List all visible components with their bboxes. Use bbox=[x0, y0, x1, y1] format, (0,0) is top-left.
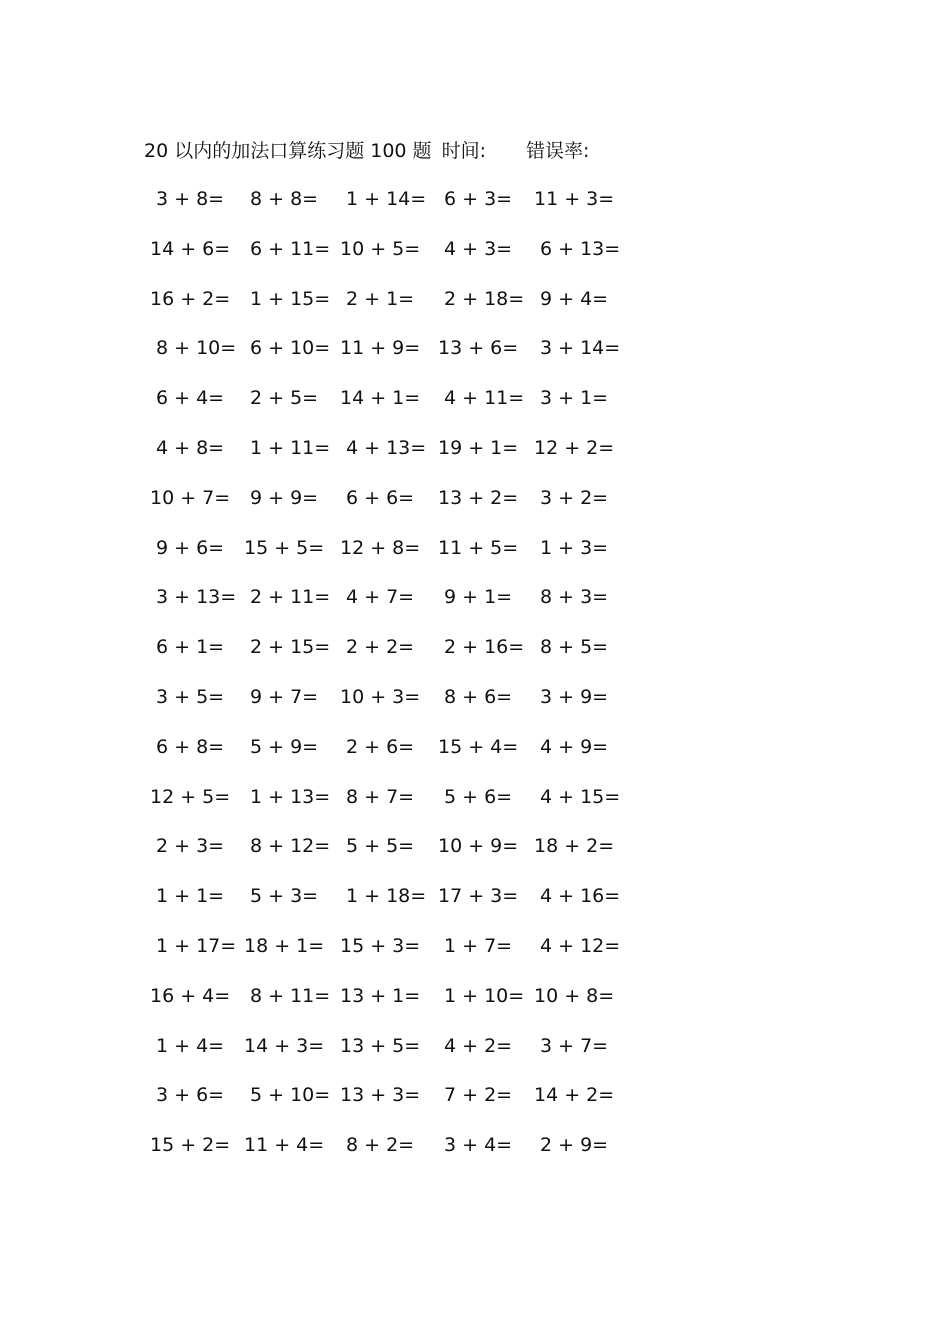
problem-item: 8 + 8= bbox=[250, 188, 319, 210]
problem-item: 3 + 7= bbox=[540, 1034, 609, 1057]
problem-item: 15 + 2= bbox=[150, 1134, 231, 1157]
problem-item: 4 + 7= bbox=[346, 586, 415, 609]
time-label: 时间: bbox=[441, 140, 486, 162]
problem-item: 4 + 9= bbox=[540, 735, 609, 758]
problem-item: 14 + 1= bbox=[340, 387, 421, 410]
problem-item: 11 + 3= bbox=[534, 188, 615, 210]
problem-item: 3 + 6= bbox=[156, 1084, 225, 1107]
problem-item: 2 + 9= bbox=[540, 1134, 609, 1157]
problem-row bbox=[0, 533, 950, 563]
problem-item: 11 + 4= bbox=[244, 1134, 325, 1157]
problem-item: 14 + 3= bbox=[244, 1034, 325, 1057]
problem-item: 1 + 7= bbox=[444, 935, 513, 957]
problem-item: 3 + 4= bbox=[444, 1134, 513, 1157]
problem-item: 4 + 16= bbox=[540, 885, 621, 908]
problem-item: 3 + 1= bbox=[540, 387, 609, 410]
problem-item: 2 + 5= bbox=[250, 387, 319, 410]
problem-item: 3 + 2= bbox=[540, 486, 609, 509]
problem-item: 10 + 5= bbox=[340, 237, 421, 260]
problem-row bbox=[0, 1031, 950, 1061]
problem-item: 14 + 6= bbox=[150, 237, 231, 260]
problem-row bbox=[0, 234, 950, 264]
problem-item: 6 + 3= bbox=[444, 188, 513, 210]
problem-item: 9 + 4= bbox=[540, 287, 609, 310]
problem-item: 3 + 8= bbox=[156, 188, 225, 210]
problem-item: 6 + 11= bbox=[250, 237, 331, 260]
problem-item: 14 + 2= bbox=[534, 1084, 615, 1107]
problem-item: 11 + 5= bbox=[438, 536, 519, 559]
problem-item: 2 + 2= bbox=[346, 636, 415, 659]
problem-item: 19 + 1= bbox=[438, 437, 519, 459]
problem-item: 9 + 1= bbox=[444, 586, 513, 609]
problem-row bbox=[0, 682, 950, 712]
problem-item: 12 + 5= bbox=[150, 785, 231, 808]
problem-item: 6 + 13= bbox=[540, 237, 621, 260]
problem-item: 4 + 12= bbox=[540, 935, 621, 957]
problem-row bbox=[0, 1130, 950, 1160]
problem-item: 2 + 3= bbox=[156, 835, 225, 858]
problem-item: 8 + 12= bbox=[250, 835, 331, 858]
problem-row bbox=[0, 1080, 950, 1110]
problem-item: 2 + 6= bbox=[346, 735, 415, 758]
problem-item: 5 + 3= bbox=[250, 885, 319, 908]
problem-item: 8 + 7= bbox=[346, 785, 415, 808]
problem-row bbox=[0, 483, 950, 513]
problem-item: 1 + 3= bbox=[540, 536, 609, 559]
problem-item: 1 + 15= bbox=[250, 287, 331, 310]
problem-row bbox=[0, 931, 950, 961]
problem-item: 1 + 17= bbox=[156, 935, 237, 957]
problem-item: 9 + 9= bbox=[250, 486, 319, 509]
problem-item: 2 + 16= bbox=[444, 636, 525, 659]
problem-row bbox=[0, 333, 950, 363]
problem-item: 8 + 5= bbox=[540, 636, 609, 659]
problem-item: 13 + 6= bbox=[438, 337, 519, 360]
problem-item: 11 + 9= bbox=[340, 337, 421, 360]
problem-item: 12 + 2= bbox=[534, 437, 615, 459]
problem-item: 4 + 2= bbox=[444, 1034, 513, 1057]
problem-row bbox=[0, 782, 950, 812]
problem-item: 12 + 8= bbox=[340, 536, 421, 559]
worksheet-title: 20 以内的加法口算练习题 100 题 bbox=[144, 140, 432, 162]
problem-item: 8 + 10= bbox=[156, 337, 237, 360]
problem-item: 15 + 5= bbox=[244, 536, 325, 559]
problem-item: 7 + 2= bbox=[444, 1084, 513, 1107]
problem-item: 8 + 2= bbox=[346, 1134, 415, 1157]
problem-item: 10 + 8= bbox=[534, 984, 615, 1007]
problem-item: 2 + 18= bbox=[444, 287, 525, 310]
problem-item: 1 + 1= bbox=[156, 885, 225, 908]
problem-item: 16 + 4= bbox=[150, 984, 231, 1007]
problem-item: 4 + 8= bbox=[156, 437, 225, 459]
problem-item: 4 + 13= bbox=[346, 437, 427, 459]
problem-item: 1 + 14= bbox=[346, 188, 427, 210]
problem-item: 6 + 1= bbox=[156, 636, 225, 659]
problem-item: 5 + 6= bbox=[444, 785, 513, 808]
problem-item: 17 + 3= bbox=[438, 885, 519, 908]
problem-item: 10 + 3= bbox=[340, 686, 421, 708]
problem-item: 3 + 13= bbox=[156, 586, 237, 609]
problem-item: 1 + 11= bbox=[250, 437, 331, 459]
problem-item: 5 + 5= bbox=[346, 835, 415, 858]
problem-item: 5 + 9= bbox=[250, 735, 319, 758]
problem-item: 1 + 4= bbox=[156, 1034, 225, 1057]
problem-item: 1 + 13= bbox=[250, 785, 331, 808]
problem-item: 2 + 11= bbox=[250, 586, 331, 609]
error-rate-label: 错误率: bbox=[525, 140, 590, 162]
worksheet-header bbox=[144, 138, 589, 164]
problem-item: 8 + 6= bbox=[444, 686, 513, 708]
problem-row bbox=[0, 632, 950, 662]
problem-item: 15 + 3= bbox=[340, 935, 421, 957]
problem-row bbox=[0, 881, 950, 911]
problem-item: 10 + 7= bbox=[150, 486, 231, 509]
problem-item: 4 + 11= bbox=[444, 387, 525, 410]
problem-row bbox=[0, 981, 950, 1011]
problem-item: 6 + 4= bbox=[156, 387, 225, 410]
problem-row bbox=[0, 732, 950, 762]
problem-item: 13 + 5= bbox=[340, 1034, 421, 1057]
problem-item: 13 + 2= bbox=[438, 486, 519, 509]
problem-item: 3 + 14= bbox=[540, 337, 621, 360]
problem-item: 2 + 1= bbox=[346, 287, 415, 310]
problem-item: 18 + 2= bbox=[534, 835, 615, 858]
problem-row bbox=[0, 831, 950, 861]
problem-item: 13 + 3= bbox=[340, 1084, 421, 1107]
problem-item: 6 + 6= bbox=[346, 486, 415, 509]
problem-row bbox=[0, 184, 950, 214]
problem-item: 13 + 1= bbox=[340, 984, 421, 1007]
problem-item: 10 + 9= bbox=[438, 835, 519, 858]
problem-item: 3 + 9= bbox=[540, 686, 609, 708]
problem-item: 9 + 6= bbox=[156, 536, 225, 559]
problem-item: 8 + 3= bbox=[540, 586, 609, 609]
problem-item: 4 + 15= bbox=[540, 785, 621, 808]
problem-row bbox=[0, 433, 950, 463]
problem-item: 3 + 5= bbox=[156, 686, 225, 708]
problem-item: 2 + 15= bbox=[250, 636, 331, 659]
problem-item: 1 + 18= bbox=[346, 885, 427, 908]
problem-item: 15 + 4= bbox=[438, 735, 519, 758]
problem-row bbox=[0, 383, 950, 413]
problem-row bbox=[0, 284, 950, 314]
problem-item: 5 + 10= bbox=[250, 1084, 331, 1107]
problem-item: 9 + 7= bbox=[250, 686, 319, 708]
problem-item: 1 + 10= bbox=[444, 984, 525, 1007]
problem-item: 4 + 3= bbox=[444, 237, 513, 260]
problem-item: 8 + 11= bbox=[250, 984, 331, 1007]
problem-item: 16 + 2= bbox=[150, 287, 231, 310]
problem-item: 6 + 8= bbox=[156, 735, 225, 758]
problem-item: 18 + 1= bbox=[244, 935, 325, 957]
problem-item: 6 + 10= bbox=[250, 337, 331, 360]
problem-row bbox=[0, 582, 950, 612]
